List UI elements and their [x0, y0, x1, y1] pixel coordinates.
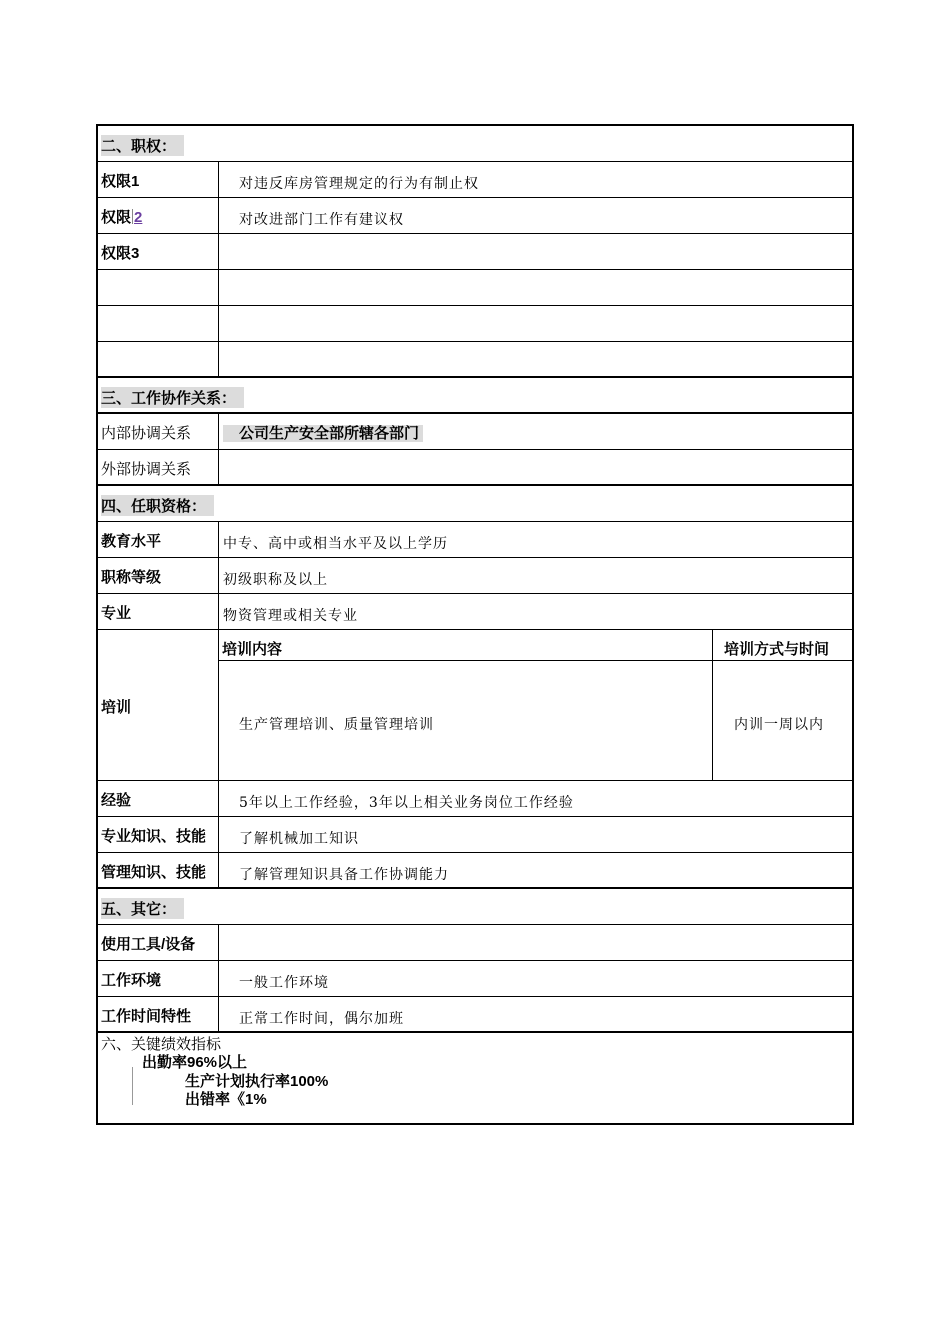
education-row [98, 522, 852, 558]
field-label: 工作时间特性 [98, 997, 219, 1031]
field-value [219, 450, 852, 484]
field-value: 一般工作环境 [239, 975, 329, 991]
authority-row [98, 198, 852, 234]
field-value: 物资管理或相关专业 [223, 608, 358, 624]
field-value: 公司生产安全部所辖各部门 [219, 414, 852, 449]
external-coordination-row [98, 450, 852, 486]
authority-value [219, 234, 852, 269]
authority-label: 权限3 [98, 234, 219, 269]
title-level-row [98, 558, 852, 594]
section-title: 二、职权： [101, 135, 184, 156]
tools-row [98, 925, 852, 961]
kpi-item: 生产计划执行率100% [185, 1073, 329, 1090]
section-3-header [98, 378, 852, 414]
field-label: 管理知识、技能 [98, 853, 219, 887]
training-content-header: 培训内容 [219, 630, 713, 660]
kpi-item: 出错率《1% [185, 1091, 267, 1108]
field-value: 初级职称及以上 [223, 572, 328, 588]
authority-label: 权限 2 [98, 198, 219, 233]
kpi-item: 出勤率96%以上 [142, 1054, 248, 1071]
authority-label: 权限1 [98, 162, 219, 197]
field-value: 中专、高中或相当水平及以上学历 [223, 536, 448, 552]
field-value: 了解管理知识具备工作协调能力 [239, 867, 449, 883]
empty-row [98, 342, 852, 378]
job-description-table [96, 124, 854, 1125]
training-block [98, 630, 852, 781]
pro-skill-row [98, 817, 852, 853]
field-label: 教育水平 [98, 522, 219, 557]
field-label: 使用工具/设备 [98, 925, 219, 960]
field-label: 专业 [98, 594, 219, 629]
section-title: 三、工作协作关系： [101, 387, 244, 408]
internal-coordination-row [98, 414, 852, 450]
training-content: 生产管理培训、质量管理培训 [219, 661, 713, 780]
section-title: 五、其它： [101, 898, 184, 919]
kpi-section [98, 1033, 852, 1123]
section-5-header [98, 889, 852, 925]
section-title: 四、任职资格： [101, 495, 214, 516]
section-4-header [98, 486, 852, 522]
field-value: 正常工作时间，偶尔加班 [239, 1011, 404, 1027]
field-value: 了解机械加工知识 [239, 831, 359, 847]
field-label: 经验 [98, 781, 219, 816]
authority-value: 对违反库房管理规定的行为有制止权 [239, 176, 479, 192]
environment-row [98, 961, 852, 997]
field-label: 专业知识、技能 [98, 817, 219, 852]
work-time-row [98, 997, 852, 1033]
field-label: 内部协调关系 [98, 414, 219, 449]
field-label: 培训 [98, 630, 219, 780]
divider [132, 1067, 133, 1105]
empty-row [98, 270, 852, 306]
authority-row [98, 234, 852, 270]
empty-row [98, 306, 852, 342]
mgmt-skill-row [98, 853, 852, 889]
section-title: 六、关键绩效指标 [101, 1036, 222, 1053]
field-label: 外部协调关系 [98, 450, 219, 484]
authority-number-link[interactable]: 2 [134, 209, 143, 226]
training-method-header: 培训方式与时间 [724, 641, 830, 658]
authority-value: 对改进部门工作有建议权 [239, 212, 404, 228]
authority-row [98, 162, 852, 198]
section-2-header [98, 126, 852, 162]
text-cursor [132, 209, 133, 224]
field-value [219, 925, 852, 960]
field-label: 职称等级 [98, 558, 219, 593]
major-row [98, 594, 852, 630]
training-method: 内训一周以内 [734, 717, 824, 733]
field-label: 工作环境 [98, 961, 219, 996]
experience-row [98, 781, 852, 817]
field-value: 5年以上工作经验，3年以上相关业务岗位工作经验 [239, 795, 574, 811]
